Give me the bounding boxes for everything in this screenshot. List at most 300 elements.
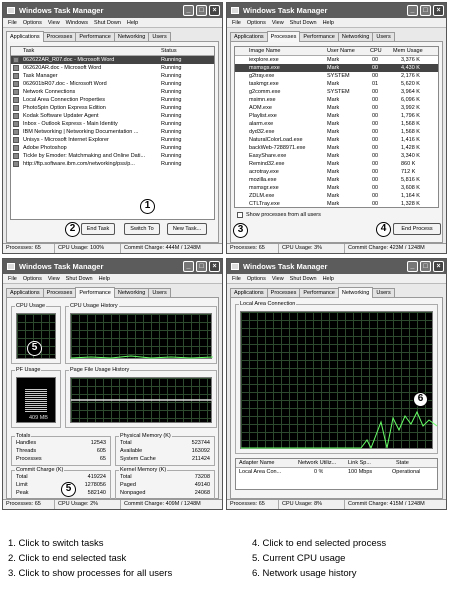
process-user-name: Mark: [327, 177, 340, 183]
minimize-button[interactable]: _: [183, 5, 194, 16]
kernel-label: Total: [120, 474, 132, 480]
process-cpu: 00: [372, 137, 379, 143]
process-user-name: Mark: [327, 121, 340, 127]
menu-options[interactable]: Options: [246, 276, 266, 282]
minimize-button[interactable]: _: [183, 261, 194, 272]
process-row[interactable]: [235, 56, 438, 64]
status-processes: Processes: 65: [3, 244, 55, 253]
menu-help[interactable]: Help: [322, 20, 334, 26]
task-manager-window-performance: [2, 258, 223, 510]
process-image-name: EasyShare.exe: [249, 153, 287, 159]
kernel-label: Paged: [120, 482, 136, 488]
task-row[interactable]: [11, 160, 214, 168]
menu-options[interactable]: Options: [22, 20, 42, 26]
pf-usage-label: PF Usage: [16, 367, 41, 373]
status-commit-charge: Commit Charge: 423M / 1248M: [348, 245, 425, 251]
process-cpu: 00: [372, 193, 379, 199]
task-name: http://ftp.software.ibm.com/networking/pss/p...: [23, 161, 135, 167]
show-all-users-checkbox[interactable]: [237, 212, 243, 218]
processes-pane: [230, 41, 443, 243]
pf-history-group: [65, 367, 217, 428]
process-user-name: Mark: [327, 129, 340, 135]
tab-users[interactable]: Users: [148, 288, 170, 298]
task-row[interactable]: [11, 64, 214, 72]
task-name: Local Area Connection Properties: [23, 97, 105, 103]
process-image-name: Playlist.exe: [249, 113, 277, 119]
process-row[interactable]: [235, 96, 438, 104]
process-cpu: 00: [372, 89, 379, 95]
pf-history-label: Page File Usage History: [70, 367, 130, 373]
task-manager-window-processes: [226, 2, 447, 254]
status-processes: Processes: 65: [227, 500, 279, 509]
column-header-cpu[interactable]: CPU: [370, 48, 382, 54]
task-status: Running: [161, 57, 182, 63]
task-status: Running: [161, 121, 182, 127]
cpu-history-label: CPU Usage History: [70, 303, 118, 309]
task-status: Running: [161, 161, 182, 167]
menu-file[interactable]: File: [232, 276, 241, 282]
menu-bar: [227, 18, 446, 28]
task-row[interactable]: [11, 56, 214, 64]
column-header-link-speed[interactable]: Link Sp...: [348, 460, 371, 466]
menu-file[interactable]: File: [232, 20, 241, 26]
totals-group: [11, 433, 111, 466]
cpu-history-graph: [70, 313, 212, 359]
tab-users[interactable]: Users: [148, 32, 170, 42]
physical-value: 211424: [192, 456, 210, 462]
process-user-name: Mark: [327, 169, 340, 175]
legend-item-6: 6. Network usage history: [252, 568, 357, 579]
status-processes: Processes: 65: [3, 500, 55, 509]
menu-shut-down[interactable]: Shut Down: [93, 20, 121, 26]
status-commit-charge: Commit Charge: 415M / 1248M: [348, 501, 425, 507]
title-bar: [227, 259, 446, 274]
legend-left: [8, 536, 172, 581]
commit-value: 419224: [87, 474, 106, 480]
menu-bar: [3, 18, 222, 28]
kernel-value: 24068: [194, 490, 210, 496]
network-usage-graph: [240, 311, 433, 449]
status-commit-charge: Commit Charge: 444M / 1248M: [124, 245, 201, 251]
process-image-name: CTLTray.exe: [249, 201, 280, 207]
process-image-name: dyd32.exe: [249, 129, 275, 135]
process-row[interactable]: [235, 72, 438, 80]
kernel-group: [115, 467, 215, 500]
task-manager-window-applications: [2, 2, 223, 254]
process-image-name: iexplore.exe: [249, 57, 279, 63]
physical-label: Available: [120, 448, 143, 454]
commit-value: 582140: [87, 490, 106, 496]
task-row[interactable]: [11, 88, 214, 96]
networking-pane: [230, 297, 443, 499]
app-icon: [13, 57, 19, 63]
window-title: Windows Task Manager: [19, 6, 104, 15]
task-status: Running: [161, 105, 182, 111]
column-header-status[interactable]: Status: [161, 48, 177, 54]
tab-performance[interactable]: Performance: [299, 288, 339, 298]
task-manager-icon: [231, 263, 239, 270]
adapter-name: Local Area Con...: [239, 469, 282, 475]
task-status: Running: [161, 153, 182, 159]
process-user-name: Mark: [327, 97, 340, 103]
tab-applications[interactable]: Applications: [6, 288, 44, 298]
app-icon: [13, 145, 19, 151]
process-image-name: acrotray.exe: [249, 169, 279, 175]
maximize-button[interactable]: □: [420, 261, 431, 272]
applications-pane: [6, 41, 219, 243]
menu-file[interactable]: File: [8, 20, 17, 26]
task-status: Running: [161, 137, 182, 143]
process-user-name: SYSTEM: [327, 73, 350, 79]
task-row[interactable]: [11, 136, 214, 144]
menu-shut-down[interactable]: Shut Down: [289, 20, 317, 26]
process-row[interactable]: [235, 176, 438, 184]
process-row[interactable]: [235, 168, 438, 176]
switch-to-button[interactable]: Switch To: [124, 223, 160, 235]
tab-processes[interactable]: Processes: [267, 31, 301, 42]
new-task-button[interactable]: New Task...: [167, 223, 207, 235]
app-icon: [13, 161, 19, 167]
process-user-name: Mark: [327, 185, 340, 191]
menu-shut-down[interactable]: Shut Down: [289, 276, 317, 282]
task-row[interactable]: [11, 120, 214, 128]
minimize-button[interactable]: _: [407, 261, 418, 272]
menu-windows[interactable]: Windows: [65, 20, 88, 26]
commit-value: 1278056: [84, 482, 106, 488]
menu-help[interactable]: Help: [322, 276, 334, 282]
title-bar: [3, 3, 222, 18]
process-mem-usage: 3,992 K: [401, 105, 420, 111]
process-image-name: alarm.exe: [249, 121, 274, 127]
column-header-mem-usage[interactable]: Mem Usage: [393, 48, 423, 54]
legend-item-2: 2. Click to end selected task: [8, 553, 127, 564]
cpu-usage-label: CPU Usage: [16, 303, 46, 309]
kernel-value: 49140: [194, 482, 210, 488]
task-row[interactable]: [11, 144, 214, 152]
process-user-name: Mark: [327, 113, 340, 119]
tab-users[interactable]: Users: [372, 32, 394, 42]
process-user-name: Mark: [327, 137, 340, 143]
tab-applications[interactable]: Applications: [6, 31, 44, 42]
kernel-value: 73208: [194, 474, 210, 480]
process-user-name: Mark: [327, 81, 340, 87]
column-header-user-name[interactable]: User Name: [327, 48, 355, 54]
tab-users[interactable]: Users: [372, 288, 394, 298]
process-image-name: mozilla.exe: [249, 177, 277, 183]
task-name: Tickle by Emoder: Matchmaking and Online Dati...: [23, 153, 146, 159]
process-image-name: msmsgs.exe: [249, 65, 280, 71]
process-user-name: Mark: [327, 105, 340, 111]
commit-label: Limit: [16, 482, 28, 488]
legend-item-3: 3. Click to show processes for all users: [8, 568, 173, 579]
kernel-title: Kernel Memory (K): [120, 467, 167, 473]
totals-title: Totals: [16, 433, 31, 439]
process-cpu: 00: [372, 113, 379, 119]
pf-history-line: [71, 378, 213, 424]
process-user-name: Mark: [327, 153, 340, 159]
pf-history-graph: [70, 377, 212, 423]
process-user-name: Mark: [327, 161, 340, 167]
legend-item-1: 1. Click to switch tasks: [8, 538, 104, 549]
task-name: 062620AR.doc - Microsoft Word: [23, 65, 102, 71]
tab-networking[interactable]: Networking: [114, 32, 150, 42]
menu-options[interactable]: Options: [246, 20, 266, 26]
totals-label: Threads: [16, 448, 37, 454]
status-commit-charge: Commit Charge: 409M / 1248M: [124, 501, 201, 507]
task-row[interactable]: [11, 72, 214, 80]
process-image-name: AOM.exe: [249, 105, 272, 111]
tab-processes[interactable]: Processes: [267, 288, 301, 298]
tab-performance[interactable]: Performance: [75, 32, 115, 42]
process-cpu: 00: [372, 169, 379, 175]
process-row[interactable]: [235, 136, 438, 144]
process-row[interactable]: [235, 128, 438, 136]
menu-view[interactable]: View: [271, 276, 284, 282]
app-icon: [13, 65, 19, 71]
callout-5-status: 5: [61, 482, 76, 497]
adapter-list[interactable]: [235, 458, 438, 490]
process-cpu: 00: [372, 105, 379, 111]
adapter-row[interactable]: [236, 468, 437, 476]
process-image-name: g2comm.exe: [249, 89, 281, 95]
process-row[interactable]: [235, 120, 438, 128]
task-list-header: [11, 47, 214, 56]
status-bar: [3, 243, 222, 253]
window-title: Windows Task Manager: [243, 262, 328, 271]
legend-right: [252, 536, 386, 581]
process-list[interactable]: [234, 46, 439, 208]
end-task-button[interactable]: End Task: [81, 223, 115, 235]
task-status: Running: [161, 129, 182, 135]
title-bar: [227, 3, 446, 18]
process-cpu: 00: [372, 185, 379, 191]
tab-processes[interactable]: Processes: [43, 32, 77, 42]
app-icon: [13, 73, 19, 79]
process-row[interactable]: [235, 152, 438, 160]
task-status: Running: [161, 89, 182, 95]
process-row[interactable]: [235, 88, 438, 96]
physical-value: 523744: [191, 440, 210, 446]
task-name: IBM Networking | Networking Documentation ...: [23, 129, 139, 135]
maximize-button[interactable]: □: [196, 5, 207, 16]
task-name: Kodak Software Updater Agent: [23, 113, 99, 119]
process-mem-usage: 5,620 K: [401, 81, 420, 87]
process-row[interactable]: [235, 144, 438, 152]
process-user-name: Mark: [327, 145, 340, 151]
process-image-name: msimn.exe: [249, 97, 276, 103]
column-header-task[interactable]: Task: [23, 48, 35, 54]
menu-view[interactable]: View: [271, 20, 284, 26]
process-image-name: NaturalColorLoad.exe: [249, 137, 303, 143]
pf-usage-meter: [16, 377, 56, 423]
close-button[interactable]: ×: [433, 5, 444, 16]
task-name: Inbox - Outlook Express - Main Identity: [23, 121, 118, 127]
process-cpu: 00: [372, 129, 379, 135]
tab-performance[interactable]: Performance: [299, 32, 339, 42]
adapter-link-speed: 100 Mbps: [348, 469, 373, 475]
task-status: Running: [161, 113, 182, 119]
process-mem-usage: 1,568 K: [401, 129, 420, 135]
task-name: PhotoSpin Option Express Edition: [23, 105, 106, 111]
kernel-label: Nonpaged: [120, 490, 146, 496]
menu-bar: [227, 274, 446, 284]
task-row[interactable]: [11, 152, 214, 160]
maximize-button[interactable]: □: [420, 5, 431, 16]
menu-view[interactable]: View: [47, 20, 60, 26]
column-header-image-name[interactable]: Image Name: [249, 48, 281, 54]
minimize-button[interactable]: _: [407, 5, 418, 16]
task-row[interactable]: [11, 80, 214, 88]
process-cpu: 01: [372, 81, 379, 87]
task-manager-icon: [231, 7, 239, 14]
process-user-name: Mark: [327, 65, 340, 71]
process-row[interactable]: [235, 112, 438, 120]
legend-item-4: 4. Click to end selected process: [252, 538, 387, 549]
process-mem-usage: 5,816 K: [401, 177, 420, 183]
process-row[interactable]: [235, 184, 438, 192]
process-image-name: backWeb-7288971.exe: [249, 145, 306, 151]
task-row[interactable]: [11, 104, 214, 112]
menu-bar: [3, 274, 222, 284]
callout-4: 4: [376, 222, 391, 237]
task-row[interactable]: [11, 112, 214, 120]
app-icon: [13, 137, 19, 143]
tab-applications[interactable]: Applications: [230, 288, 268, 298]
title-bar: [3, 259, 222, 274]
process-cpu: 00: [372, 201, 379, 207]
network-graph-title: Local Area Connection: [240, 301, 296, 307]
app-icon: [13, 129, 19, 135]
process-mem-usage: 860 K: [401, 161, 416, 167]
task-name: Task Manager: [23, 73, 58, 79]
adapter-list-header: [236, 459, 437, 468]
menu-options[interactable]: Options: [22, 276, 42, 282]
process-cpu: 00: [372, 57, 379, 63]
status-bar: [227, 243, 446, 253]
network-usage-line: [241, 312, 437, 450]
process-user-name: Mark: [327, 193, 340, 199]
task-manager-icon: [7, 7, 15, 14]
pf-usage-group: [11, 367, 61, 428]
tab-networking[interactable]: Networking: [114, 288, 150, 298]
close-button[interactable]: ×: [209, 5, 220, 16]
cpu-history-line: [71, 314, 213, 360]
task-status: Running: [161, 145, 182, 151]
task-list[interactable]: [10, 46, 215, 220]
task-status: Running: [161, 65, 182, 71]
callout-1: 1: [140, 199, 155, 214]
process-row[interactable]: [235, 80, 438, 88]
process-image-name: taskmgr.exe: [249, 81, 279, 87]
process-mem-usage: 3,340 K: [401, 153, 420, 159]
menu-help[interactable]: Help: [98, 276, 110, 282]
status-cpu-usage: CPU Usage: 100%: [55, 244, 121, 253]
tab-performance[interactable]: Performance: [75, 287, 115, 298]
physical-title: Physical Memory (K): [120, 433, 171, 439]
status-bar: [3, 499, 222, 509]
process-cpu: 00: [372, 65, 379, 71]
process-mem-usage: 1,568 K: [401, 121, 420, 127]
task-name: Network Connections: [23, 89, 76, 95]
process-mem-usage: 3,608 K: [401, 185, 420, 191]
task-name: 062601bR07.doc - Microsoft Word: [23, 81, 107, 87]
process-mem-usage: 6,096 K: [401, 97, 420, 103]
column-header-network-utilization[interactable]: Network Utiliz...: [298, 460, 337, 466]
app-icon: [13, 89, 19, 95]
tab-applications[interactable]: Applications: [230, 32, 268, 42]
process-row[interactable]: [235, 200, 438, 208]
process-cpu: 00: [372, 121, 379, 127]
process-cpu: 00: [372, 145, 379, 151]
physical-label: System Cache: [120, 456, 156, 462]
process-row[interactable]: [235, 192, 438, 200]
totals-label: Processes: [16, 456, 42, 462]
task-name: Unisys - Microsoft Internet Explorer: [23, 137, 109, 143]
window-title: Windows Task Manager: [243, 6, 328, 15]
callout-2: 2: [65, 222, 80, 237]
column-header-state[interactable]: State: [396, 460, 409, 466]
process-cpu: 00: [372, 177, 379, 183]
process-row[interactable]: [235, 160, 438, 168]
callout-5-cpu-meter: 5: [27, 341, 42, 356]
tab-networking[interactable]: Networking: [338, 32, 374, 42]
process-cpu: 00: [372, 153, 379, 159]
network-graph-group: [235, 301, 438, 454]
physical-value: 163092: [191, 448, 210, 454]
process-image-name: g2tray.exe: [249, 73, 275, 79]
menu-help[interactable]: Help: [126, 20, 139, 26]
task-manager-window-networking: [226, 258, 447, 510]
process-user-name: Mark: [327, 201, 340, 207]
process-image-name: msmsgr.exe: [249, 185, 279, 191]
status-cpu-usage: CPU Usage: 2%: [55, 500, 121, 509]
end-process-button[interactable]: End Process: [393, 223, 441, 235]
process-image-name: ZDLM.exe: [249, 193, 275, 199]
task-row[interactable]: [11, 128, 214, 136]
close-button[interactable]: ×: [209, 261, 220, 272]
process-cpu: 00: [372, 73, 379, 79]
process-mem-usage: 2,176 K: [401, 73, 420, 79]
menu-view[interactable]: View: [47, 276, 60, 282]
close-button[interactable]: ×: [433, 261, 444, 272]
callout-6: 6: [413, 392, 428, 407]
process-row[interactable]: [235, 64, 438, 72]
commit-label: Peak: [16, 490, 29, 496]
process-list-header: [235, 47, 438, 56]
process-mem-usage: 1,796 K: [401, 113, 420, 119]
process-mem-usage: 4,430 K: [401, 65, 420, 71]
status-bar: [227, 499, 446, 509]
maximize-button[interactable]: □: [196, 261, 207, 272]
tab-processes[interactable]: Processes: [43, 288, 77, 298]
pf-usage-bar: [25, 388, 47, 412]
column-header-adapter-name[interactable]: Adapter Name: [239, 460, 275, 466]
totals-value: 605: [96, 448, 106, 454]
task-row[interactable]: [11, 96, 214, 104]
app-icon: [13, 153, 19, 159]
task-status: Running: [161, 97, 182, 103]
process-mem-usage: 1,164 K: [401, 193, 420, 199]
task-name: Adobe Photoshop: [23, 145, 67, 151]
tab-networking[interactable]: Networking: [338, 287, 374, 298]
menu-shut-down[interactable]: Shut Down: [65, 276, 93, 282]
process-row[interactable]: [235, 104, 438, 112]
menu-file[interactable]: File: [8, 276, 17, 282]
performance-pane: [6, 297, 219, 499]
totals-value: 12543: [90, 440, 106, 446]
process-user-name: Mark: [327, 57, 340, 63]
app-icon: [13, 121, 19, 127]
